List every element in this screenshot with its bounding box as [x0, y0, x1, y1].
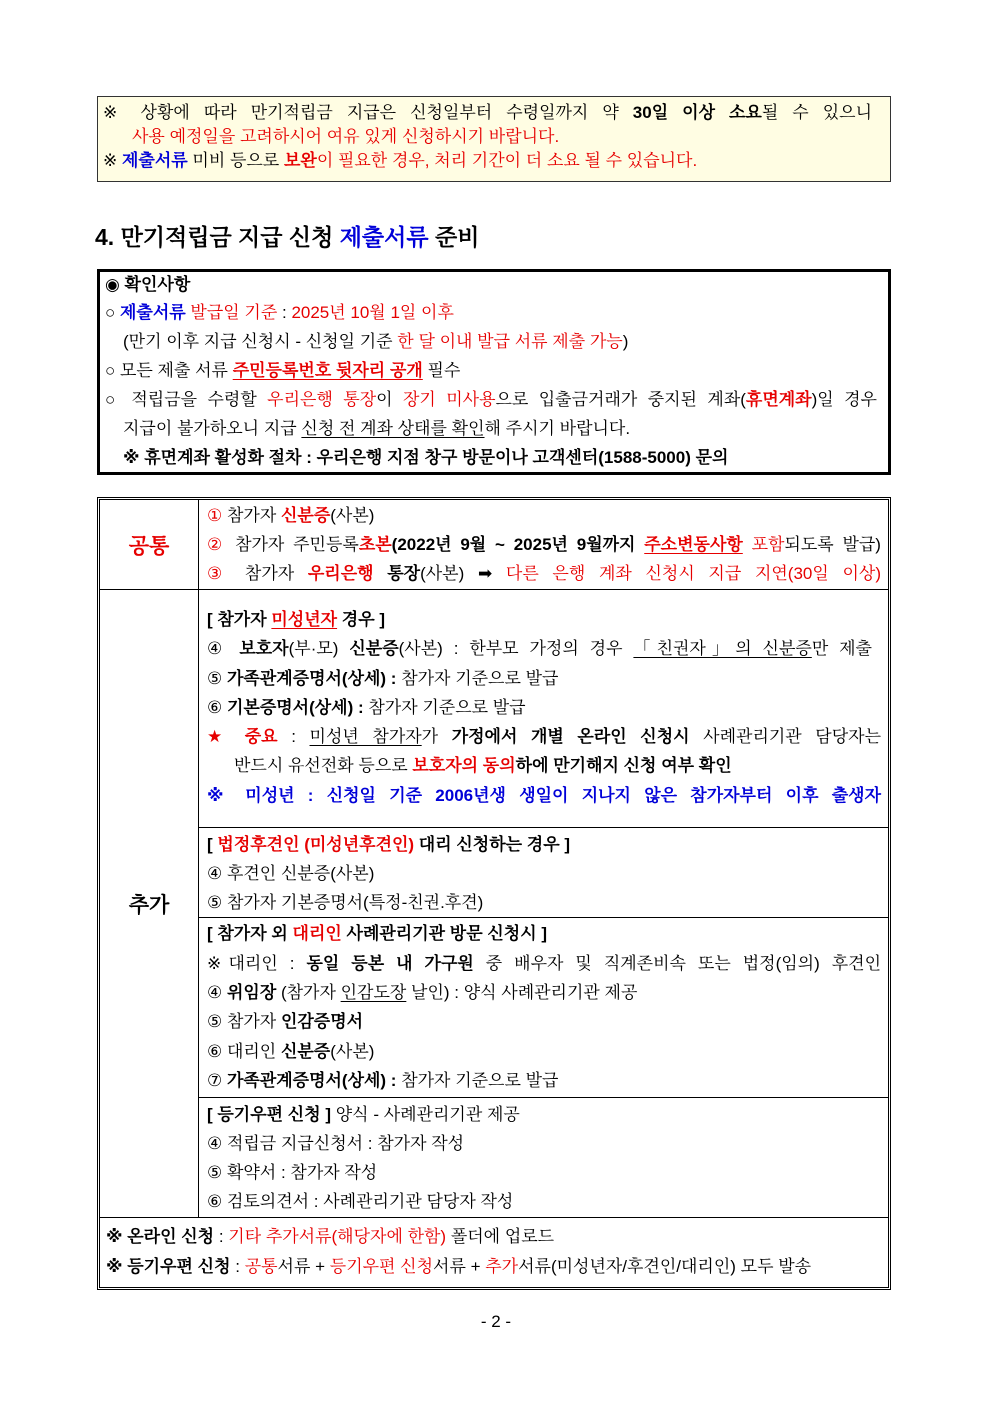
text-run: 대리 신청하는 경우 ] [414, 834, 571, 854]
checklist-line-3 [105, 356, 877, 385]
text-run: 포함 [742, 535, 785, 554]
text-run: ○ 모든 제출 서류 [105, 361, 233, 380]
list-item [207, 559, 881, 588]
text-run: 만 제출 [811, 639, 872, 659]
text-run: ⑥ [207, 697, 227, 717]
notice-box [97, 96, 891, 182]
text-run: 4. 만기적립금 지급 신청 [95, 224, 340, 250]
text-run: 필수 [422, 361, 461, 380]
text-run: (2022년 9월 ~ 2025년 9월까지 [391, 535, 645, 554]
text-run: ⑤ [207, 668, 227, 688]
section-heading [95, 221, 479, 253]
text-run: 하에 만기해지 신청 여부 확인 [515, 756, 732, 776]
text-run: 우리은행 [307, 564, 374, 583]
text-run: 미비 등으로 [187, 151, 284, 170]
text-run: 기본증명서(상세) : [226, 697, 364, 717]
documents-keyword: 제출서류 [121, 151, 188, 170]
checklist-line-2 [105, 327, 877, 356]
dormant-account-keyword: 휴면계좌 [745, 390, 812, 409]
text-run: 사례관리기관 담당자는 [689, 727, 881, 747]
text-run: 참가자 [222, 506, 281, 525]
text-run: 지급이 불가하오니 지급 [123, 419, 302, 438]
row-label-common: 공통 [100, 500, 199, 589]
text-run: (사본) [330, 1041, 375, 1061]
text-run: 인감도장 [340, 983, 407, 1003]
text-run: ⑤ 참가자 [207, 1012, 281, 1032]
list-item: ④ 적립금 지급신청서 : 참가자 작성 [207, 1133, 465, 1153]
text-run [231, 727, 245, 746]
text-run: 준비 [428, 224, 480, 250]
text-run: (참가자 [276, 983, 341, 1003]
list-item [207, 664, 881, 693]
star-icon: ★ [207, 727, 232, 747]
list-item [207, 693, 881, 722]
minor-definition: ※ 미성년 : 신청일 기준 2006년생 생일이 지나지 않은 참가자부터 이후 출생자 [207, 785, 881, 805]
row-cell-additional [199, 590, 888, 1217]
text-run: 「친권자」의 신분증 [633, 639, 812, 659]
text-run: 되도록 발급) [784, 535, 881, 554]
text-run: 참가자 기준으로 발급 [396, 668, 559, 688]
list-item: ⑤ 참가자 기본증명서(특정-친권.후견) [207, 892, 484, 912]
text-run: ※ 등기우편 신청 [106, 1257, 231, 1276]
text-run: 참가자 기준으로 발급 [363, 697, 526, 717]
notice-line-1 [103, 101, 872, 125]
text-run: 우리은행 통장 [267, 390, 377, 409]
documents-table [97, 497, 891, 1290]
text-run: : [277, 303, 292, 322]
text-run: ④ [207, 983, 227, 1003]
item-number: ① [207, 506, 223, 525]
text-run: ○ [105, 303, 120, 322]
documents-keyword: 제출서류 [120, 303, 186, 322]
text-run: 신청 전 계좌 상태를 확인 [301, 419, 485, 438]
notice-line-3 [103, 149, 872, 173]
text-run: : [230, 1257, 245, 1276]
subsection-registered-mail [199, 1098, 888, 1217]
text-run: 될 수 있으니 [761, 103, 872, 122]
checklist-line-6: ※ 휴면계좌 활성화 절차 : 우리은행 지점 창구 방문이나 고객센터(1588-5000) 문의 [123, 448, 729, 467]
supplement-keyword: 보완 [283, 151, 317, 170]
text-run: [ [207, 834, 218, 854]
text-run: 미성년자 [271, 610, 338, 629]
text-run: 날인) : 양식 사례관리기관 제공 [406, 983, 638, 1003]
text-run: 공통 [244, 1257, 278, 1276]
subsection-minor [199, 590, 888, 828]
checklist-line-1 [105, 298, 877, 327]
text-run: 등기우편 신청 [329, 1257, 434, 1276]
text-run: 다른 은행 계좌 신청시 지급 지연(30일 이상) [505, 564, 881, 583]
subsection-title [207, 1100, 881, 1129]
text-run: 서류 + [277, 1257, 330, 1276]
text-run: 추가 [485, 1257, 519, 1276]
subsection-title [207, 919, 881, 948]
issue-date: 2025년 10월 1일 이후 [291, 303, 454, 322]
text-run: 해 주시기 바랍니다. [484, 419, 631, 438]
item-number: ② [207, 535, 227, 554]
text-run: 으로 입출금거래가 중지된 계좌( [495, 390, 746, 409]
note-registered-mail [106, 1252, 882, 1282]
text-run: (만기 이후 지급 신청시 - 신청일 기준 [123, 332, 398, 351]
subsection-proxy [199, 918, 888, 1098]
subsection-title [207, 605, 881, 634]
text-run: 서류 + [433, 1257, 486, 1276]
text-run: ⑦ [207, 1071, 227, 1091]
text-run: 가 [421, 727, 452, 747]
checklist-box [97, 269, 891, 475]
text-run: (사본) : 한부모 가정의 경우 [398, 639, 634, 659]
checklist-line-4 [105, 385, 877, 414]
text-run: 인감증명서 [280, 1012, 364, 1032]
list-item [207, 501, 881, 530]
text-run: 주소변동사항 [644, 535, 743, 554]
text-run: ※대리인 : [207, 953, 307, 973]
text-run: ④ [207, 639, 240, 659]
text-run: 신분증 [280, 506, 331, 525]
text-run: ○ 적립금을 수령할 [105, 390, 268, 409]
text-run: 사례관리기관 방문 신청시 ] [341, 924, 548, 944]
text-run: 가족관계증명서(상세) : [226, 1071, 397, 1091]
text-run: 보호자의 동의 [412, 756, 516, 776]
list-item [207, 530, 881, 559]
text-run: (사본) [330, 506, 375, 525]
text-run: 동일 등본 내 가구원 [306, 953, 474, 973]
text-run: 신분증 [349, 639, 399, 659]
text-run: 초본 [358, 535, 392, 554]
text-run: 보호자 [239, 639, 289, 659]
text-run: : [214, 1227, 229, 1246]
documents-keyword: 제출서류 [339, 224, 429, 250]
text-run: 중 배우자 및 직계존비속 또는 법정(임의) 후견인 [473, 953, 882, 973]
text-run: 위임장 [226, 983, 277, 1003]
row-cell-common [199, 500, 888, 589]
text-run: 장기 미사용 [402, 390, 496, 409]
text-run: 참가자 주민등록 [226, 535, 359, 554]
proxy-definition [207, 949, 881, 978]
list-item [207, 1066, 881, 1095]
text-run: 발급일 기준 [185, 303, 278, 322]
text-run: ⑥ 대리인 [207, 1041, 281, 1061]
list-item: ④ 후견인 신분증(사본) [207, 863, 375, 883]
text-run: : [277, 727, 310, 747]
text-run: 서류(미성년자/후견인/대리인) 모두 발송 [518, 1257, 812, 1276]
text-run: 참가자 [231, 564, 308, 583]
text-run: 이 [376, 390, 403, 409]
text-run: 가정에서 개별 온라인 신청시 [451, 727, 690, 747]
text-run: ※ 온라인 신청 [106, 1227, 215, 1246]
text-run: 법정후견인 (미성년후견인) [217, 834, 415, 854]
id-number-disclosure: 주민등록번호 뒷자리 공개 [232, 361, 423, 380]
text-run: (사본) ➡ [420, 564, 506, 583]
note-online [106, 1222, 882, 1252]
item-number: ③ [207, 564, 232, 583]
text-run: [ 참가자 외 [207, 924, 293, 944]
text-run: 참가자 기준으로 발급 [396, 1071, 559, 1091]
text-run: (부·모) [288, 639, 350, 659]
list-item: ⑤ 확약서 : 참가자 작성 [207, 1162, 378, 1182]
list-item [207, 634, 881, 663]
checklist-heading: ◉ 확인사항 [105, 275, 191, 294]
list-item [207, 1007, 881, 1036]
text-run: 중요 [244, 727, 278, 747]
text-run: 신분증 [280, 1041, 331, 1061]
subsection-guardian [199, 828, 888, 918]
list-item: ⑥ 검토의견서 : 사례관리기관 담당자 작성 [207, 1191, 514, 1211]
checklist-line-5 [105, 414, 877, 443]
text-run: [ 참가자 [207, 610, 272, 629]
text-run: ※ 상황에 따라 만기적립금 지급은 신청일부터 수령일까지 약 [103, 103, 633, 122]
page-number: - 2 - [480, 1312, 512, 1331]
text-run: 한 달 이내 발급 서류 제출 가능 [397, 332, 623, 351]
text-run: 이 필요한 경우, 처리 기간이 더 소요 될 수 있습니다. [316, 151, 698, 170]
text-run: 경우 ] [337, 610, 386, 629]
notice-line-2: 사용 예정일을 고려하시어 여유 있게 신청하시기 바랍니다. [132, 127, 560, 146]
list-item [207, 978, 881, 1007]
processing-time-emphasis: 30일 이상 소요 [632, 103, 762, 122]
list-item [207, 1037, 881, 1066]
text-run: 통장 [373, 564, 421, 583]
table-row-notes [100, 1218, 888, 1287]
table-row-additional [100, 590, 888, 1218]
subsection-title [207, 830, 881, 859]
text-run: 기타 추가서류(해당자에 한함) [228, 1227, 447, 1246]
text-run: ) [622, 332, 629, 351]
table-row-common [100, 500, 888, 590]
text-run: 미성년 참가자 [309, 727, 422, 747]
text-run: ※ [103, 151, 122, 170]
text-run: 양식 - 사례관리기관 제공 [331, 1104, 520, 1124]
text-run: [ 등기우편 신청 ] [207, 1104, 332, 1124]
important-note-continued [207, 751, 881, 780]
text-run: )일 경우 [811, 390, 877, 409]
text-run: 가족관계증명서(상세) : [226, 668, 397, 688]
text-run: 대리인 [292, 924, 342, 944]
row-label-additional: 추가 [100, 590, 199, 1217]
text-run: 반드시 유선전화 등으로 [234, 756, 413, 776]
important-note [207, 722, 881, 751]
text-run: 폴더에 업로드 [446, 1227, 555, 1246]
